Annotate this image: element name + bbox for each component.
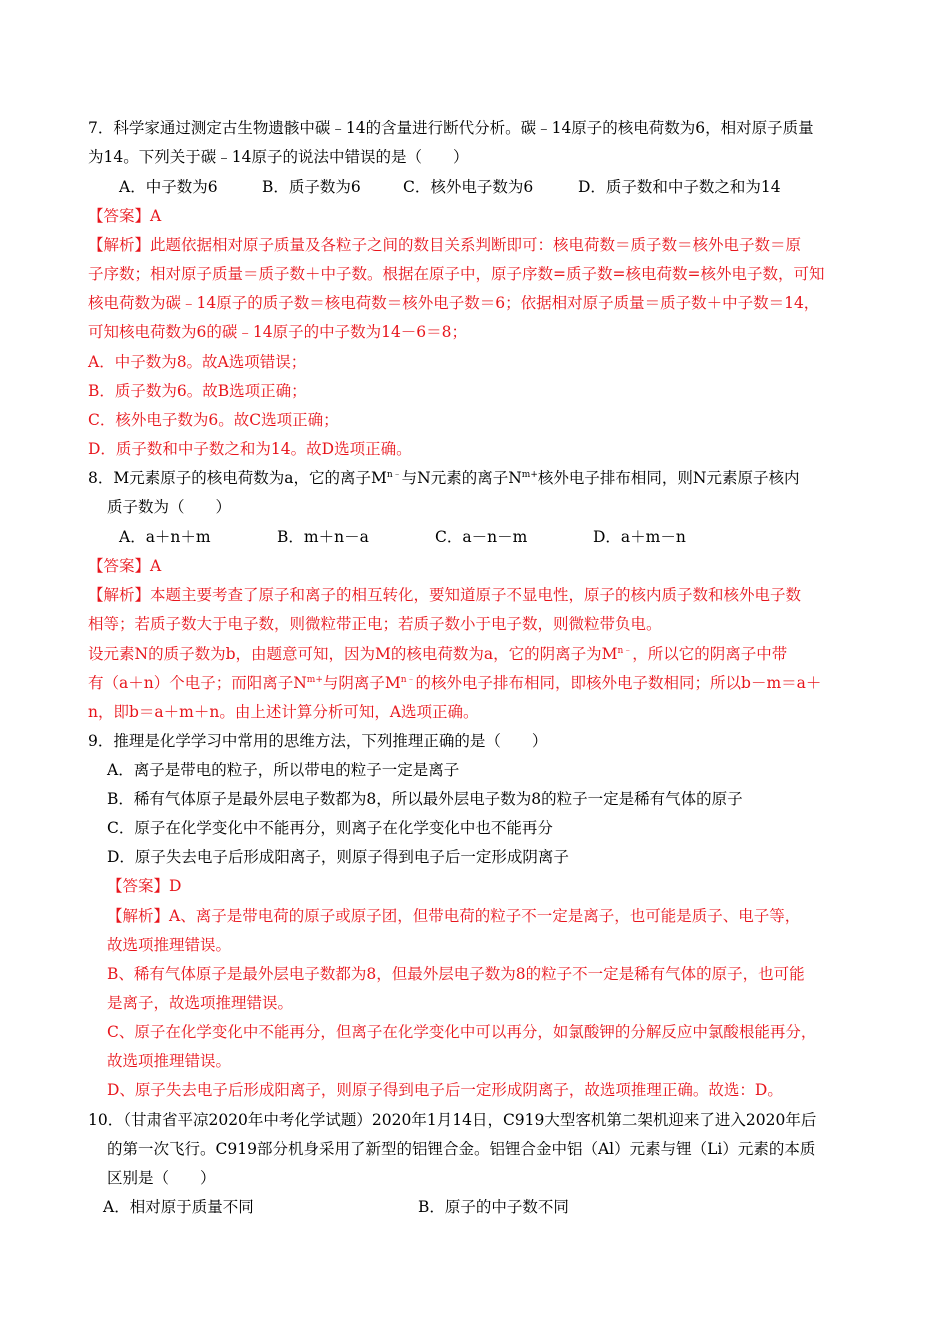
- q7-analysis-line-1: 【解析】此题依据相对原子质量及各粒子之间的数目关系判断即可：核电荷数＝质子数＝核外电子数＝原: [88, 236, 802, 254]
- q7-analysis-c: C．核外电子数为6。故C选项正确；: [88, 411, 339, 429]
- q10-option-b: B．原子的中子数不同: [418, 1198, 569, 1216]
- q9-option-b: B．稀有气体原子是最外层电子数都为8，所以最外层电子数为8的粒子一定是稀有气体的原子: [107, 790, 743, 808]
- q9-analysis-line-2: 故选项推理错误。: [107, 936, 232, 954]
- q8-stem-line-2: 质子数为（ ）: [107, 498, 232, 516]
- q9-analysis-line-5: C、原子在化学变化中不能再分，但离子在化学变化中可以再分，如氯酸钾的分解反应中氯酸根能再分，: [107, 1023, 817, 1041]
- q8-analysis-line-5: n，即b＝a＋m＋n。由上述计算分析可知，A选项正确。: [88, 703, 479, 721]
- q9-answer: 【答案】D: [107, 877, 182, 895]
- q9-analysis-line-7: D、原子失去电子后形成阳离子，则原子得到电子后一定形成阴离子，故选项推理正确。故选：D。: [107, 1081, 783, 1099]
- q8-option-c: C．a－n－m: [435, 528, 528, 546]
- q10-stem-line-1: 10．（甘肃省平凉2020年中考化学试题）2020年1月14日，C919大型客机第二架机迎来了进入2020年后: [88, 1111, 817, 1129]
- q9-analysis-line-6: 故选项推理错误。: [107, 1052, 232, 1070]
- q9-option-d: D．原子失去电子后形成阳离子，则原子得到电子后一定形成阴离子: [107, 848, 569, 866]
- q7-stem-line-2: 为14。下列关于碳﹣14原子的说法中错误的是（ ）: [88, 148, 469, 166]
- q7-analysis-b: B．质子数为6。故B选项正确；: [88, 382, 307, 400]
- q7-analysis-line-3: 核电荷数为碳﹣14原子的质子数＝核电荷数＝核外电子数＝6；依据相对原子质量＝质子数＋中子数＝14，: [88, 294, 820, 312]
- q8-analysis-line-1: 【解析】本题主要考查了原子和离子的相互转化，要知道原子不显电性，原子的核内质子数和核外电子数: [88, 586, 802, 604]
- q7-analysis-d: D．质子数和中子数之和为14。故D选项正确。: [88, 440, 412, 458]
- q9-option-a: A．离子是带电的粒子，所以带电的粒子一定是离子: [107, 761, 460, 779]
- q7-option-d: D．质子数和中子数之和为14: [578, 178, 781, 196]
- q9-option-c: C．原子在化学变化中不能再分，则离子在化学变化中也不能再分: [107, 819, 553, 837]
- q7-answer: 【答案】A: [88, 207, 162, 225]
- q10-stem-line-2: 的第一次飞行。C919部分机身采用了新型的铝锂合金。铝锂合金中铝（Al）元素与锂（Li）元素的本质: [107, 1140, 816, 1158]
- q10-stem-line-3: 区别是（ ）: [107, 1169, 216, 1187]
- q8-option-a: A．a＋n＋m: [119, 528, 211, 546]
- q8-analysis-line-3: 设元素N的质子数为b，由题意可知，因为M的核电荷数为a，它的阴离子为$M^{n﹣}$，所以它的阴离子中带: [88, 645, 788, 663]
- q7-analysis-line-2: 子序数；相对原子质量＝质子数＋中子数。根据在原子中，原子序数=质子数=核电荷数=核外电子数，可知: [88, 265, 825, 283]
- q8-stem-line-1: 8．M元素原子的核电荷数为a，它的离子$M^{n﹣}$与N元素的离子$N^{m+}$核外电子排布相同，则N元素原子核内: [88, 469, 800, 487]
- q9-analysis-line-3: B、稀有气体原子是最外层电子数都为8，但最外层电子数为8的粒子不一定是稀有气体的原子，也可能: [107, 965, 805, 983]
- q8-analysis-line-2: 相等；若质子数大于电子数，则微粒带正电；若质子数小于电子数，则微粒带负电。: [88, 615, 662, 633]
- q9-analysis-line-1: 【解析】A、离子是带电荷的原子或原子团，但带电荷的粒子不一定是离子，也可能是质子、电子等，: [107, 907, 801, 925]
- q8-option-d: D．a＋m－n: [593, 528, 686, 546]
- q7-analysis-line-4: 可知核电荷数为6的碳﹣14原子的中子数为14－6＝8；: [88, 323, 468, 341]
- q7-option-b: B．质子数为6: [262, 178, 361, 196]
- q7-analysis-a: A．中子数为8。故A选项错误；: [88, 353, 307, 371]
- q8-option-b: B．m＋n－a: [277, 528, 369, 546]
- q7-option-c: C．核外电子数为6: [403, 178, 534, 196]
- q10-option-a: A．相对原于质量不同: [103, 1198, 254, 1216]
- q8-analysis-line-4: 有（a＋n）个电子；而阳离子$N^{m+}$与阴离子$M^{n﹣}$的核外电子排布相同，即核外电子数相同；所以b－m＝a＋: [88, 674, 822, 692]
- q9-analysis-line-4: 是离子，故选项推理错误。: [107, 994, 294, 1012]
- q9-stem: 9．推理是化学学习中常用的思维方法，下列推理正确的是（ ）: [88, 732, 548, 750]
- q7-option-a: A．中子数为6: [119, 178, 218, 196]
- q8-answer: 【答案】A: [88, 557, 162, 575]
- q7-stem-line-1: 7．科学家通过测定古生物遗骸中碳﹣14的含量进行断代分析。碳﹣14原子的核电荷数为6，相对原子质量: [88, 119, 814, 137]
